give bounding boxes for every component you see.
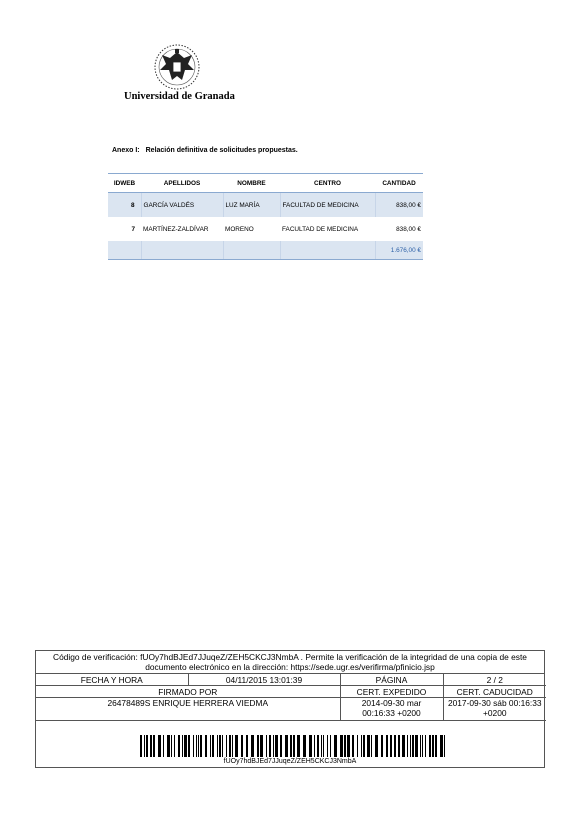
expedido-label: CERT. EXPEDIDO (340, 686, 443, 698)
verification-notice (36, 651, 544, 674)
caducidad-label: CERT. CADUCIDAD (443, 686, 546, 698)
cell-empty (223, 241, 280, 260)
firmado-label: FIRMADO POR (36, 686, 340, 698)
cell-idweb: 7 (131, 225, 135, 233)
annex-label: Anexo I: (112, 147, 140, 154)
cell-centro: FACULTAD DE MEDICINA (282, 225, 359, 233)
column-header-centro: CENTRO (280, 174, 375, 193)
cell-empty (280, 241, 375, 260)
cell-empty (108, 241, 141, 260)
table-total-row (108, 241, 423, 260)
university-coat-of-arms-icon (148, 42, 206, 92)
fecha-label: FECHA Y HORA (36, 674, 188, 686)
cell-apellidos: MARTÍNEZ-ZALDÍVAR (143, 225, 209, 233)
cell-total-cantidad: 1.676,00 € (375, 241, 423, 260)
firmante-value: 26478489S ENRIQUE HERRERA VIEDMA (36, 698, 340, 721)
barcode-area (36, 721, 544, 769)
caducidad-line-1: 2017-09-30 sáb 00:16:33 (447, 698, 542, 708)
column-header-cantidad: CANTIDAD (375, 174, 423, 193)
expedido-line-1: 2014-09-30 mar (361, 698, 422, 708)
cell-nombre: LUZ MARÍA (223, 193, 280, 218)
column-header-nombre: NOMBRE (223, 174, 280, 193)
verification-line-1: Código de verificación: fUOy7hdBJEd7JJuqeZ/ZEH5CKCJ3NmbA . Permite la verificación de la integridad de una copia de este (53, 652, 527, 662)
cell-nombre: MORENO (225, 225, 254, 233)
cell-centro: FACULTAD DE MEDICINA (280, 193, 375, 218)
table-row (108, 193, 423, 218)
caducidad-value (443, 698, 546, 721)
column-header-apellidos: APELLIDOS (141, 174, 223, 193)
column-header-idweb: IDWEB (108, 174, 141, 193)
signature-table (36, 674, 546, 721)
pagina-value: 2 / 2 (443, 674, 546, 686)
cell-apellidos: GARCÍA VALDÉS (141, 193, 223, 218)
expedido-line-2: 00:16:33 +0200 (362, 708, 421, 718)
pagina-label: PÁGINA (340, 674, 443, 686)
verification-line-2: documento electrónico en la dirección: https://sede.ugr.es/verifirma/pfinicio.jsp (145, 662, 435, 672)
annex-title: Relación definitiva de solicitudes propuestas. (145, 147, 298, 154)
table-row (108, 217, 423, 241)
cell-idweb: 8 (108, 193, 141, 218)
cell-empty (141, 241, 223, 260)
table-header-row (108, 174, 423, 193)
cell-cantidad: 838,00 € (396, 225, 421, 233)
signature-footer (35, 650, 545, 768)
applications-table (108, 173, 423, 260)
barcode-text: fUOy7hdBJEd7JJuqeZ/ZEH5CKCJ3NmbA (223, 758, 357, 765)
annex-heading (112, 147, 298, 154)
barcode-icon (140, 735, 446, 757)
expedido-value (340, 698, 443, 721)
cell-cantidad: 838,00 € (375, 193, 423, 218)
caducidad-line-2: +0200 (482, 708, 507, 718)
fecha-value: 04/11/2015 13:01:39 (188, 674, 340, 686)
university-name: Universidad de Granada (124, 91, 235, 102)
